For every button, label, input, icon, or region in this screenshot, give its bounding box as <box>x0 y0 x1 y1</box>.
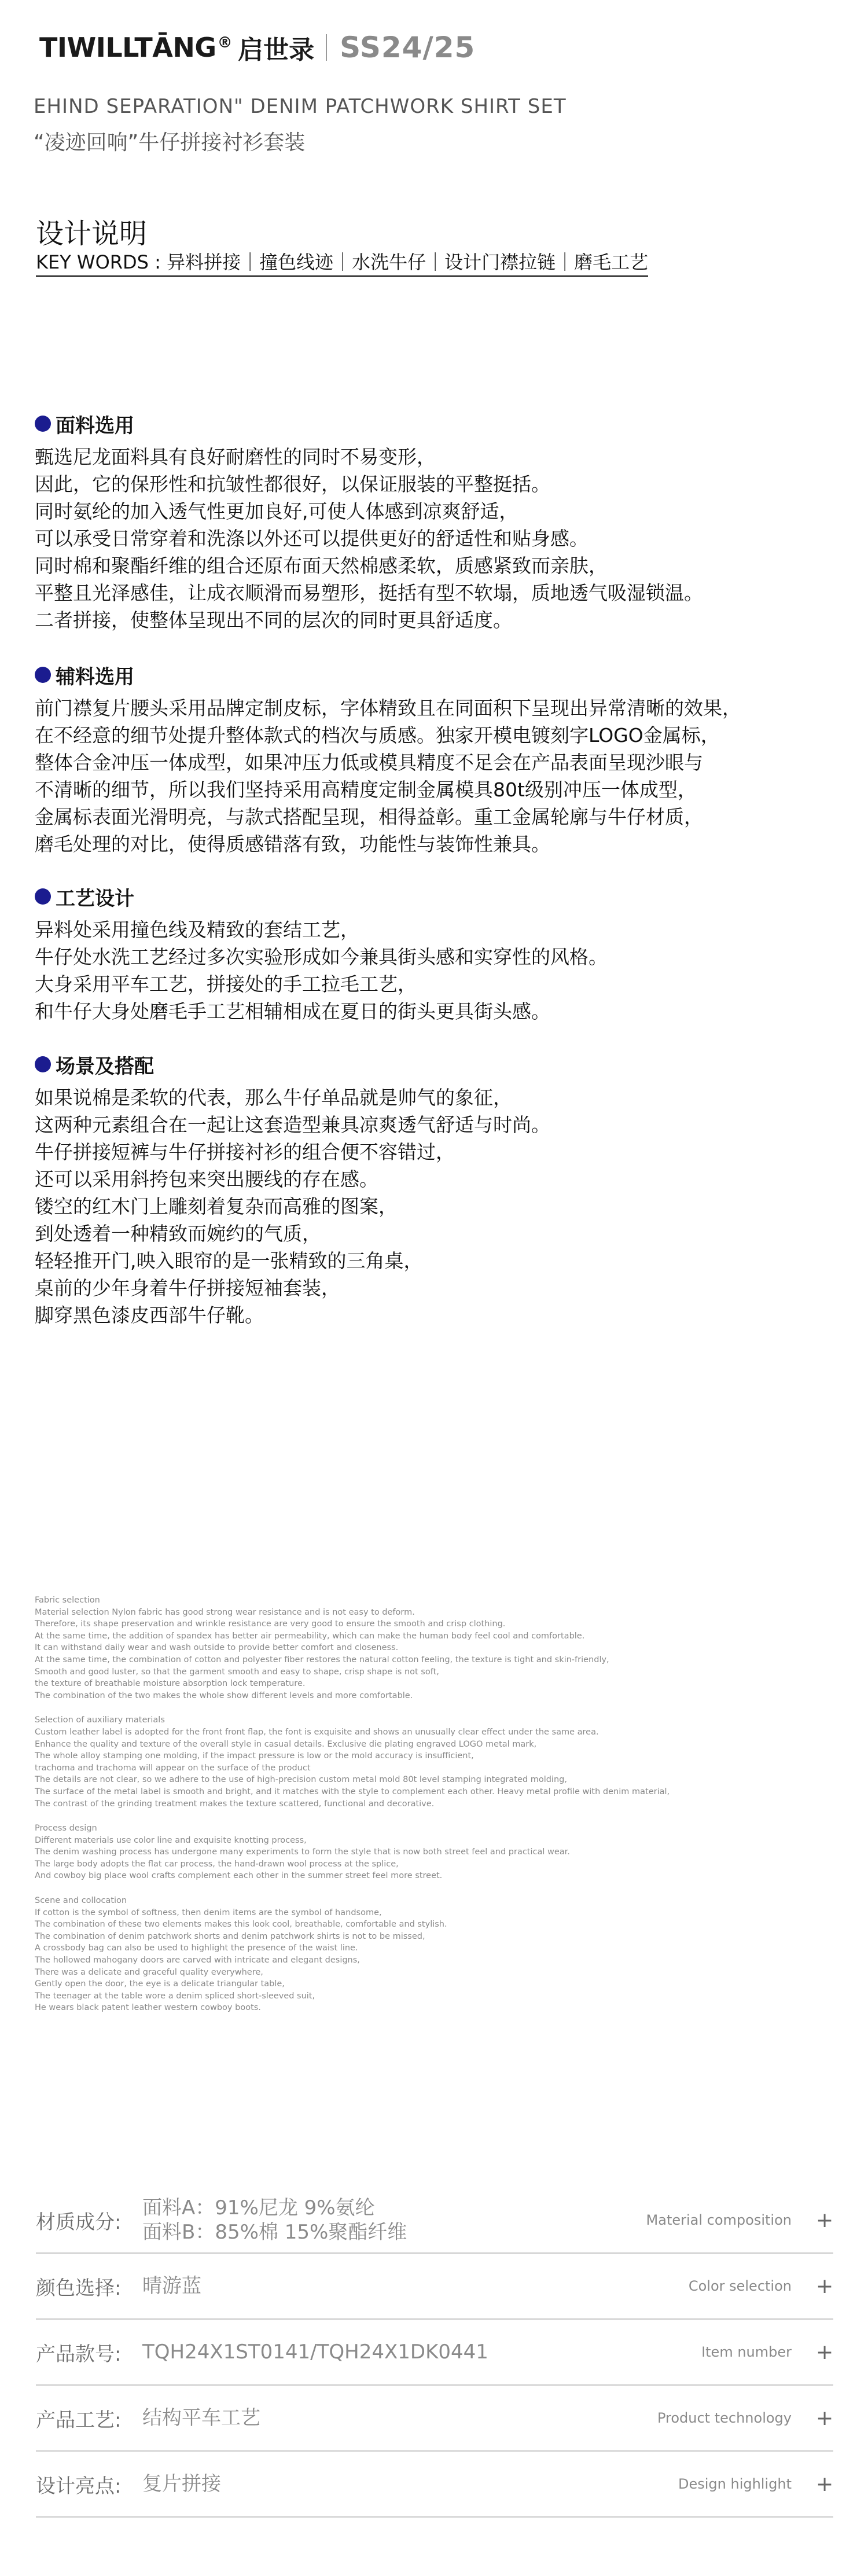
info-row-material[interactable] <box>36 2188 833 2254</box>
en-section-process <box>35 1822 845 1882</box>
en-line: At the same time, the combination of cotton and polyester fiber restores the natural cotton feeling, the texture is tight and skin-friendly, <box>35 1655 609 1664</box>
en-line: The combination of these two elements makes this look cool, breathable, comfortable and stylish. <box>35 1920 447 1930</box>
en-line: Different materials use color line and exquisite knotting process, <box>35 1835 307 1845</box>
info-label-en: Design highlight <box>678 2476 792 2492</box>
text-line: 在不经意的细节处提升整体款式的档次与质感。独家开模电镀刻字LOGO金属标， <box>35 724 720 747</box>
expand-plus-icon[interactable]: + <box>816 2406 834 2430</box>
section-heading: 辅料选用 <box>35 661 845 689</box>
text-line: 还可以采用斜挎包来突出腰线的存在感。 <box>35 1168 378 1190</box>
text-line: 大身采用平车工艺，拼接处的手工拉毛工艺， <box>35 973 417 995</box>
brand-chinese-name: 启世录 <box>238 35 315 65</box>
info-row-design-highlight[interactable] <box>36 2452 833 2518</box>
product-title-en: EHIND SEPARATION" DENIM PATCHWORK SHIRT SET <box>34 95 567 118</box>
en-line: Gently open the door, the eye is a delicate triangular table, <box>35 1979 285 1989</box>
english-description <box>35 1594 845 2027</box>
en-line: If cotton is the symbol of softness, then denim items are the symbol of handsome, <box>35 1908 382 1917</box>
en-line: The denim washing process has undergone many experiments to form the style that is now both street feel and practical wear. <box>35 1847 570 1857</box>
en-line: Custom leather label is adopted for the front front flap, the font is exquisite and shows an unusually clear effect under the same area. <box>35 1727 599 1737</box>
info-value: TQH24X1ST0141/TQH24X1DK0441 <box>142 2340 488 2364</box>
section-process <box>35 883 845 1025</box>
brand-divider <box>326 34 327 61</box>
info-row-color[interactable] <box>36 2254 833 2320</box>
en-line: Selection of auxiliary materials <box>35 1715 165 1725</box>
bullet-dot-icon <box>35 416 51 432</box>
en-line: Material selection Nylon fabric has good strong wear resistance and is not easy to deform. <box>35 1607 415 1617</box>
text-line: 甄选尼龙面料具有良好耐磨性的同时不易变形， <box>35 446 436 468</box>
section-heading: 场景及搭配 <box>35 1050 845 1078</box>
en-line: The details are not clear, so we adhere to the use of high-precision custom metal mold 80t level stamping integrated molding, <box>35 1775 567 1785</box>
text-line: 同时氨纶的加入透气性更加良好,可使人体感到凉爽舒适， <box>35 500 518 523</box>
en-section-accessories <box>35 1714 845 1810</box>
en-line: Scene and collocation <box>35 1896 127 1906</box>
product-title-cn: “凌迹回响”牛仔拼接衬衫套装 <box>34 131 306 155</box>
en-line: trachoma and trachoma will appear on the surface of the product <box>35 1763 311 1773</box>
info-value: 晴游蓝 <box>142 2274 201 2298</box>
info-label-en: Item number <box>701 2344 792 2360</box>
en-section-scene <box>35 1895 845 2014</box>
section-heading: 工艺设计 <box>35 883 845 910</box>
info-value: 结构平车工艺 <box>142 2406 260 2430</box>
bullet-dot-icon <box>35 667 51 683</box>
section-accessories <box>35 661 845 858</box>
text-line: 轻轻推开门,映入眼帘的是一张精致的三角桌， <box>35 1250 423 1272</box>
section-heading: 面料选用 <box>35 410 845 438</box>
info-label: 颜色选择: <box>36 2276 122 2300</box>
text-line: 异料处采用撞色线及精致的套结工艺， <box>35 918 359 941</box>
info-value: 面料A：91%尼龙 9%氨纶 <box>142 2196 375 2219</box>
brand-logo: TIWILLTĀNG® <box>39 32 233 63</box>
text-line: 磨毛处理的对比，使得质感错落有致，功能性与装饰性兼具。 <box>35 833 550 855</box>
info-label-en: Color selection <box>688 2278 792 2294</box>
en-line: The whole alloy stamping one molding, if the impact pressure is low or the mold accuracy is insufficient, <box>35 1751 474 1761</box>
season-label: SS24/25 <box>340 31 476 64</box>
en-line: There was a delicate and graceful quality everywhere, <box>35 1967 263 1977</box>
text-line: 前门襟复片腰头采用品牌定制皮标，字体精致且在同面积下呈现出异常清晰的效果， <box>35 697 741 719</box>
en-line: A crossbody bag can also be used to highlight the presence of the waist line. <box>35 1943 358 1953</box>
text-line: 因此，它的保形性和抗皱性都很好，以保证服装的平整挺括。 <box>35 473 550 495</box>
design-title: 设计说明 <box>36 218 148 250</box>
info-label-en: Product technology <box>657 2410 792 2426</box>
brand-header <box>39 30 475 65</box>
info-label-en: Material composition <box>646 2212 792 2228</box>
text-line: 如果说棉是柔软的代表，那么牛仔单品就是帅气的象征， <box>35 1086 512 1109</box>
info-label: 产品工艺: <box>36 2408 122 2432</box>
info-row-technology[interactable] <box>36 2386 833 2452</box>
expand-plus-icon[interactable]: + <box>816 2274 834 2298</box>
text-line: 二者拼接，使整体呈现出不同的层次的同时更具舒适度。 <box>35 609 512 631</box>
text-line: 整体合金冲压一体成型，如果冲压力低或模具精度不足会在产品表面呈现沙眼与 <box>35 751 703 774</box>
en-line: The surface of the metal label is smooth and bright, and it matches with the style to complement each other. Heavy metal profile with denim material, <box>35 1787 670 1796</box>
info-value: 复片拼接 <box>142 2472 221 2496</box>
text-line: 牛仔处水洗工艺经过多次实验形成如今兼具街头感和实穿性的风格。 <box>35 946 608 968</box>
en-line: The contrast of the grinding treatment makes the texture scattered, functional and decorative. <box>35 1799 435 1809</box>
info-label: 设计亮点: <box>36 2474 122 2498</box>
en-line: the texture of breathable moisture absorption lock temperature. <box>35 1679 306 1689</box>
en-line: Smooth and good luster, so that the garment smooth and easy to shape, crisp shape is not soft, <box>35 1667 439 1677</box>
en-line: The hollowed mahogany doors are carved with intricate and elegant designs, <box>35 1956 360 1965</box>
text-line: 牛仔拼接短裤与牛仔拼接衬衫的组合便不容错过， <box>35 1141 455 1163</box>
info-value: 面料B：85%棉 15%聚酯纤维 <box>142 2221 407 2244</box>
en-section-fabric <box>35 1594 845 1702</box>
info-label: 材质成分: <box>36 2210 122 2234</box>
text-line: 同时棉和聚酯纤维的组合还原布面天然棉感柔软，质感紧致而亲肤， <box>35 554 608 577</box>
en-line: It can withstand daily wear and wash outside to provide better comfort and closeness. <box>35 1643 399 1653</box>
expand-plus-icon[interactable]: + <box>816 2340 834 2364</box>
en-line: Enhance the quality and texture of the overall style in casual details. Exclusive die plating engraved LOGO metal mark, <box>35 1739 537 1749</box>
expand-plus-icon[interactable]: + <box>816 2208 834 2232</box>
bullet-dot-icon <box>35 1056 51 1072</box>
text-line: 镂空的红木门上雕刻着复杂而高雅的图案， <box>35 1195 398 1218</box>
en-line: And cowboy big place wool crafts complement each other in the summer street feel more street. <box>35 1871 443 1881</box>
text-line: 和牛仔大身处磨毛手工艺相辅相成在夏日的街头更具街头感。 <box>35 1000 550 1023</box>
text-line: 金属标表面光滑明亮，与款式搭配呈现，相得益彰。重工金属轮廓与牛仔材质， <box>35 806 703 828</box>
en-line: Therefore, its shape preservation and wrinkle resistance are very good to ensure the smooth and crisp clothing. <box>35 1619 506 1629</box>
en-line: The combination of denim patchwork shorts and denim patchwork shirts is not to be missed, <box>35 1931 425 1941</box>
keywords-line: KEY WORDS : 异料拼接｜撞色线迹｜水洗牛仔｜设计门襟拉链｜磨毛工艺 <box>36 248 648 277</box>
section-scene <box>35 1050 845 1329</box>
en-line: The teenager at the table wore a denim spliced short-sleeved suit, <box>35 1991 315 2001</box>
text-line: 可以承受日常穿着和洗涤以外还可以提供更好的舒适性和贴身感。 <box>35 527 589 550</box>
expand-plus-icon[interactable]: + <box>816 2472 834 2496</box>
info-label: 产品款号: <box>36 2342 122 2366</box>
text-line: 脚穿黑色漆皮西部牛仔靴。 <box>35 1304 264 1326</box>
bullet-dot-icon <box>35 888 51 905</box>
en-line: Process design <box>35 1824 97 1833</box>
text-line: 这两种元素组合在一起让这套造型兼具凉爽透气舒适与时尚。 <box>35 1114 550 1136</box>
text-line: 不清晰的细节，所以我们坚持采用高精度定制金属模具80t级别冲压一体成型， <box>35 778 697 801</box>
en-line: The large body adopts the flat car process, the hand-drawn wool process at the splice, <box>35 1859 399 1869</box>
text-line: 桌前的少年身着牛仔拼接短袖套装， <box>35 1277 340 1299</box>
info-row-item-number[interactable] <box>36 2320 833 2386</box>
text-line: 平整且光泽感佳，让成衣顺滑而易塑形，挺括有型不软塌，质地透气吸湿锁温。 <box>35 582 703 604</box>
en-line: At the same time, the addition of spandex has better air permeability, which can make the human body feel cool and comfortable. <box>35 1631 585 1641</box>
section-fabric <box>35 410 845 634</box>
registered-mark: ® <box>217 34 233 52</box>
en-line: Fabric selection <box>35 1596 100 1605</box>
text-line: 到处透着一种精致而婉约的气质， <box>35 1222 321 1245</box>
en-line: He wears black patent leather western cowboy boots. <box>35 2003 261 2013</box>
en-line: The combination of the two makes the whole show different levels and more comfortable. <box>35 1691 413 1700</box>
